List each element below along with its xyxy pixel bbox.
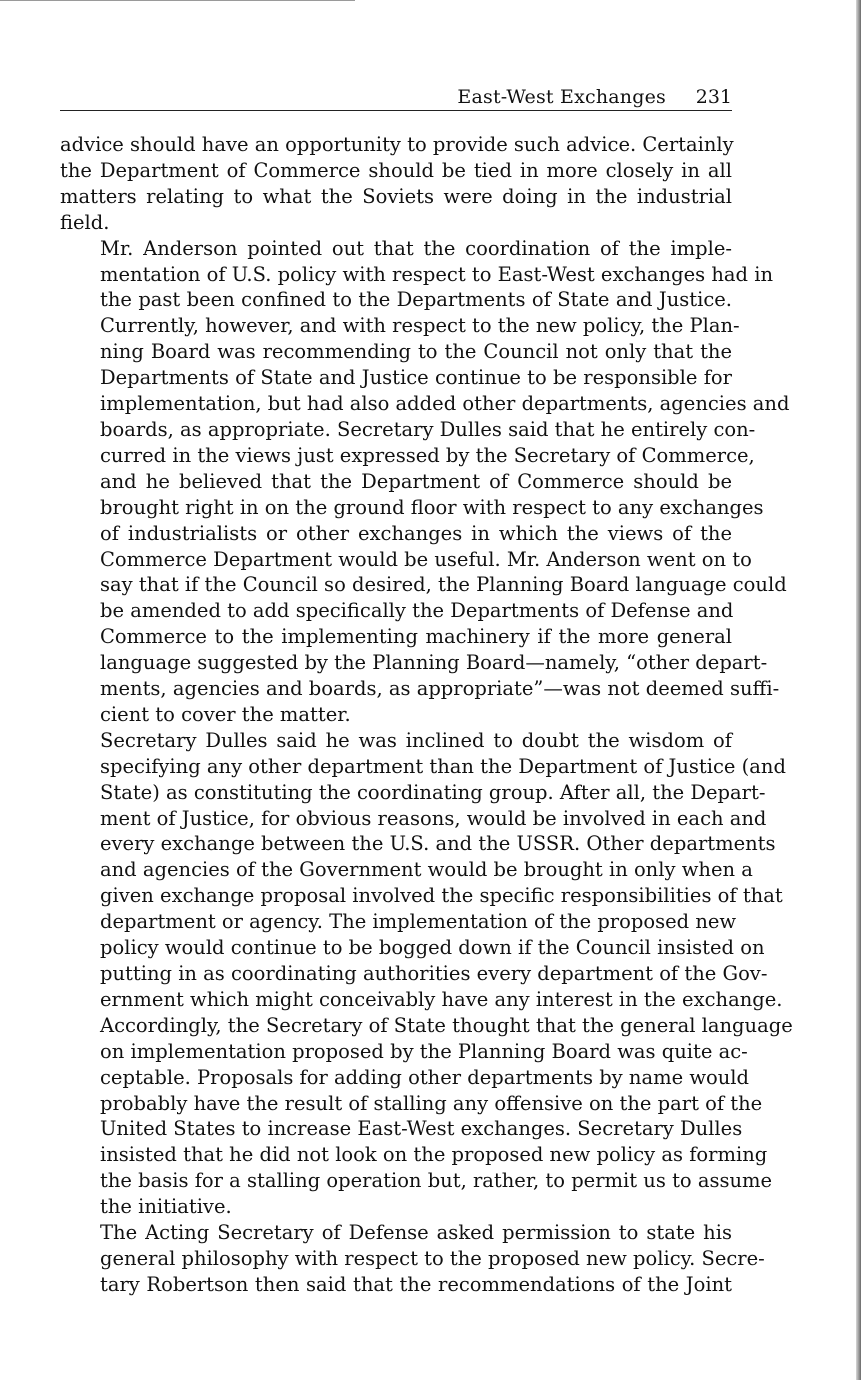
text-line: ning Board was recommending to the Council not only that the xyxy=(100,340,732,364)
text-line: boards, as appropriate. Secretary Dulles said that he entirely con- xyxy=(100,417,756,441)
text-line: the Department of Commerce should be tied in more closely in all xyxy=(60,158,732,182)
text-line: advice should have an opportunity to provide such advice. Certainly xyxy=(60,133,734,156)
text-line: ernment which might conceivably have any interest in the exchange. xyxy=(100,987,783,1011)
text-line: on implementation proposed by the Planning Board was quite ac- xyxy=(100,1039,748,1063)
paragraph xyxy=(60,132,732,236)
text-line: general philosophy with respect to the proposed new policy. Secre- xyxy=(100,1246,765,1270)
text-line: cient to cover the matter. xyxy=(100,702,351,726)
text-line: The Acting Secretary of Defense asked permission to state his xyxy=(100,1221,732,1245)
page-number: 231 xyxy=(695,86,732,108)
text-line: Departments of State and Justice continue to be responsible for xyxy=(100,366,732,390)
text-line: the past been confined to the Departments of State and Justice. xyxy=(100,288,732,312)
text-line: Accordingly, the Secretary of State thought that the general language xyxy=(100,1013,793,1037)
body-text xyxy=(60,132,793,1298)
scan-edge-top xyxy=(0,0,355,1)
text-line: tary Robertson then said that the recommendations of the Joint xyxy=(100,1272,732,1296)
text-line: given exchange proposal involved the specific responsibilities of that xyxy=(100,884,783,908)
text-line: the basis for a stalling operation but, rather, to permit us to assume xyxy=(100,1169,773,1193)
text-line: of industrialists or other exchanges in which the views of the xyxy=(100,521,732,545)
text-line: ments, agencies and boards, as appropriate”—was not deemed suffi- xyxy=(100,677,780,701)
text-line: say that if the Council so desired, the Planning Board language could xyxy=(100,573,787,597)
text-line: and agencies of the Government would be brought in only when a xyxy=(100,858,753,882)
text-line: Commerce to the implementing machinery if the more general xyxy=(100,625,732,649)
running-header xyxy=(60,84,732,111)
text-line: implementation, but had also added other departments, agencies and xyxy=(100,392,790,416)
paragraph xyxy=(60,728,793,1220)
text-line: every exchange between the U.S. and the USSR. Other departments xyxy=(100,832,776,856)
text-line: Mr. Anderson pointed out that the coordination of the imple- xyxy=(100,236,732,260)
paragraph xyxy=(60,1220,765,1298)
paragraph xyxy=(60,236,790,728)
text-line: mentation of U.S. policy with respect to East-West exchanges had in xyxy=(100,262,774,286)
text-line: specifying any other department than the Department of Justice (and xyxy=(100,754,786,778)
text-line: probably have the result of stalling any offensive on the part of the xyxy=(100,1091,763,1115)
text-line: State) as constituting the coordinating group. After all, the Depart- xyxy=(100,780,766,804)
text-line: policy would continue to be bogged down if the Council insisted on xyxy=(100,936,765,960)
text-line: department or agency. The implementation of the proposed new xyxy=(100,910,737,934)
running-title: East-West Exchanges xyxy=(457,86,666,108)
scan-edge-right xyxy=(856,0,861,1380)
text-line: matters relating to what the Soviets were doing in the industrial xyxy=(60,184,732,208)
text-line: Secretary Dulles said he was inclined to doubt the wisdom of xyxy=(100,728,732,752)
text-line: curred in the views just expressed by the Secretary of Commerce, xyxy=(100,443,755,467)
text-line: Commerce Department would be useful. Mr. Anderson went on to xyxy=(100,547,752,571)
text-line: ceptable. Proposals for adding other departments by name would xyxy=(100,1065,750,1089)
text-line: Currently, however, and with respect to the new policy, the Plan- xyxy=(100,314,740,338)
text-line: insisted that he did not look on the proposed new policy as forming xyxy=(100,1143,768,1167)
text-line: be amended to add specifically the Departments of Defense and xyxy=(100,599,734,623)
text-line: field. xyxy=(60,210,110,234)
text-line: ment of Justice, for obvious reasons, would be involved in each and xyxy=(100,806,767,830)
text-line: brought right in on the ground floor with respect to any exchanges xyxy=(100,495,764,519)
text-line: United States to increase East-West exchanges. Secretary Dulles xyxy=(100,1117,743,1141)
text-line: the initiative. xyxy=(100,1195,232,1219)
text-line: and he believed that the Department of Commerce should be xyxy=(100,469,732,493)
text-line: language suggested by the Planning Board—namely, “other depart- xyxy=(100,651,768,675)
text-line: putting in as coordinating authorities every department of the Gov- xyxy=(100,962,768,985)
